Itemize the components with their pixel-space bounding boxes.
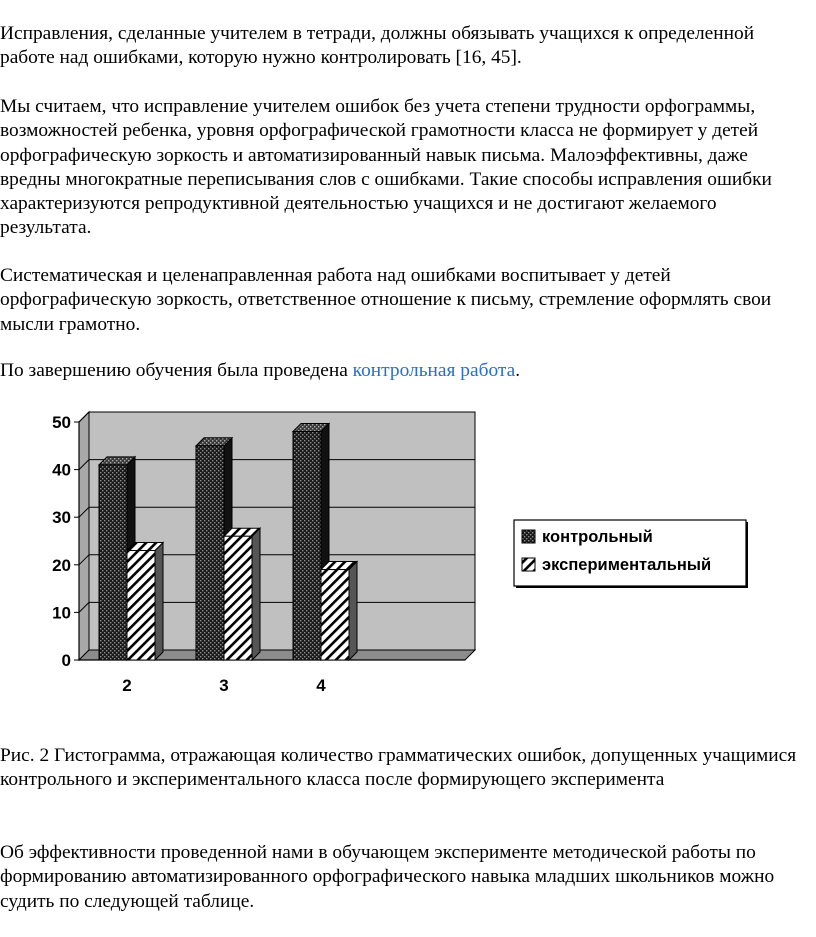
bar-side-экспериментальный-4	[349, 562, 357, 660]
x-tick-label: 3	[219, 676, 229, 695]
bar-экспериментальный-3	[224, 536, 252, 660]
y-tick-label: 30	[52, 508, 71, 528]
figure-caption: Рис. 2 Гистограмма, отражающая количество грамматических ошибок, допущенных учащимися контрольного и экспериментального класса после формирующего эксперимента	[0, 745, 797, 791]
control-work-period: .	[515, 360, 521, 381]
y-tick-label: 0	[61, 651, 71, 670]
bar-side-экспериментальный-3	[252, 528, 260, 660]
bar-контрольный-2	[99, 465, 127, 660]
y-tick-label: 10	[52, 603, 71, 623]
y-tick-label: 40	[52, 460, 71, 480]
y-tick-label: 20	[52, 555, 71, 575]
histogram-svg	[0, 400, 816, 710]
legend-swatch-контрольный	[522, 530, 535, 543]
histogram-chart	[0, 400, 816, 710]
paragraph-corrections: Исправления, сделанные учителем в тетради, должны обязывать учащихся к определенной работе над ошибками, которую нужно контролировать [16, 45].	[0, 23, 755, 69]
bar-side-экспериментальный-2	[155, 543, 163, 660]
x-tick-label: 2	[122, 676, 132, 695]
plot-side-wall	[79, 412, 89, 660]
paragraph-control-work	[0, 359, 812, 383]
bar-экспериментальный-2	[127, 551, 155, 660]
paragraph-teacher-corrections-critique: Мы считаем, что исправление учителем ошибок без учета степени трудности орфограммы, возможностей ребенка, уровня орфографической грамотности класса не формирует у детей орфографическую зоркость и автоматизированный навык письма. Малоэффективны, даже вредны многократные переписывания слов с ошибками. Такие способы исправления ошибки характеризуются репродуктивной деятельностью учащихся и не достигают желаемого результата.	[0, 96, 772, 239]
paragraph-systematic-work: Систематическая и целенаправленная работа над ошибками воспитывает у детей орфографическую зоркость, ответственное отношение к письму, стремление оформлять свои мысли грамотно.	[0, 265, 772, 335]
legend-label-экспериментальный: экспериментальный	[542, 556, 712, 574]
legend-label-контрольный: контрольный	[542, 528, 653, 546]
control-work-link[interactable]: контрольная работа	[352, 360, 516, 381]
y-tick-label: 50	[52, 413, 71, 432]
paragraph-effectiveness: Об эффективности проведенной нами в обучающем эксперименте методической работы по формированию автоматизированного орфографического навыка младших школьников можно судить по следующей таблице.	[0, 842, 775, 912]
legend	[514, 520, 748, 588]
bar-экспериментальный-4	[321, 570, 349, 660]
bar-контрольный-4	[293, 432, 321, 660]
x-tick-label: 4	[316, 676, 326, 695]
legend-swatch-экспериментальный	[522, 558, 535, 571]
control-work-text: По завершению обучения была проведена	[0, 360, 353, 381]
bar-контрольный-3	[196, 446, 224, 660]
